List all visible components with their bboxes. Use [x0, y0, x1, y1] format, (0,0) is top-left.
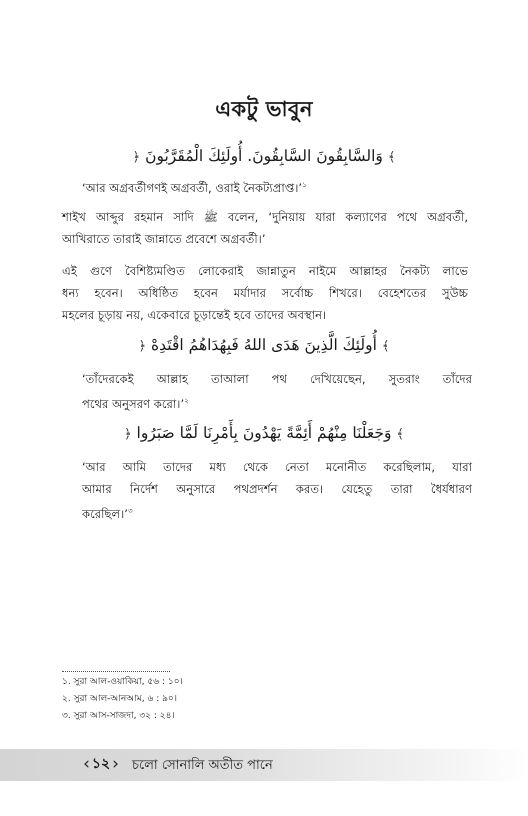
translation-1-text: ‘আর অগ্রবর্তীগণই অগ্রবর্তী, ওরাই নৈকট্যপ্রাপ্ত।’	[82, 181, 303, 195]
translation-2-line-1: ‘তাঁদেরকেই আল্লাহ তাআলা পথ দেখিয়েছেন, সুতরাং তাঁদের	[82, 372, 472, 386]
page-bracket-right-icon: ›	[112, 754, 119, 774]
paragraph-jannah-line-1: এই গুণে বৈশিষ্ট্যমণ্ডিত লোকেরাই জান্নাতুন নাইমে আল্লাহর নৈকট্য লাভে	[62, 264, 468, 278]
translation-3-line-3: করেছিল।’	[82, 507, 128, 521]
paragraph-saadi-line-1: শাইখ আব্দুর রহমান সাদি ﷺ বলেন, ‘দুনিয়ায় যারা কল্যাণের পথে অগ্রবর্তী,	[62, 210, 468, 224]
translation-3-line-1: ‘আর আমি তাদের মধ্য থেকে নেতা মনোনীত করেছিলাম, যারা	[82, 460, 472, 474]
paragraph-jannah-line-3: মহলের চূড়ায় নয়, একেবারে চূড়ান্তেই হবে তাদের অবস্থান।	[62, 308, 327, 322]
ornament-bracket-open: ﴾	[387, 150, 396, 165]
quran-verse-1	[70, 147, 458, 165]
translation-1	[82, 174, 472, 199]
verse-1-arabic: وَالسَّابِقُونَ السَّابِقُونَ. أُولَئِكَ الْمُقَرَّبُونَ	[145, 147, 383, 165]
paragraph-saadi	[62, 206, 468, 250]
quran-verse-2	[70, 336, 458, 354]
page-title: একটু ভাবুন	[215, 97, 313, 121]
running-book-title: চলো সোনালি অতীত পানে	[132, 758, 273, 773]
ornament-bracket-close: ﴿	[132, 150, 141, 165]
translation-2	[82, 368, 472, 415]
page-number-badge	[77, 752, 125, 776]
translation-3	[82, 456, 472, 525]
ornament-bracket-close: ﴿	[123, 427, 132, 442]
translation-2-line-2: পথের অনুসরণ করো।’	[82, 397, 185, 411]
page-bracket-left-icon: ‹	[83, 754, 90, 774]
paragraph-jannah-line-2: ধন্য হবেন। অধিষ্ঠিত হবেন মর্যাদার সর্বোচ্চ শিখরে। বেহেশতের সুউচ্চ	[62, 286, 468, 300]
quran-verse-3	[70, 424, 458, 442]
footnote-1: ১. সুরা আল-ওয়াকিয়া, ৫৬ : ১০।	[62, 677, 183, 687]
footnote-2: ২. সুরা আল-আনআম, ৬ : ৯০।	[62, 694, 177, 704]
page-number: ১২	[91, 756, 111, 772]
ornament-bracket-open: ﴾	[381, 339, 390, 354]
footnote-3: ৩. সুরা আস-সাজদা, ৩২ : ২৪।	[62, 711, 175, 721]
footnote-ref-3: ৩	[127, 507, 133, 515]
translation-3-line-2: আমার নির্দেশ অনুসারে পথপ্রদর্শন করত। যেহেতু তারা ধৈর্যধারণ	[82, 482, 472, 496]
footnote-divider	[62, 671, 170, 672]
verse-2-arabic: أُولَئِكَ الَّذِينَ هَدَى اللهُ فَبِهُدَاهُمُ اقْتَدِهْ	[151, 336, 377, 354]
ornament-bracket-open: ﴾	[396, 427, 405, 442]
paragraph-jannah	[62, 260, 468, 326]
ornament-bracket-close: ﴿	[138, 339, 147, 354]
footnote-ref-1: ১	[302, 181, 307, 189]
footnote-ref-2: ২	[184, 397, 189, 405]
paragraph-saadi-line-2: আখিরাতে তারাই জান্নাতে প্রবেশে অগ্রবর্তী।’	[62, 232, 266, 246]
verse-3-arabic: وَجَعَلْنَا مِنْهُمْ أَئِمَّةً يَهْدُونَ بِأَمْرِنَا لَمَّا صَبَرُوا	[136, 424, 392, 442]
